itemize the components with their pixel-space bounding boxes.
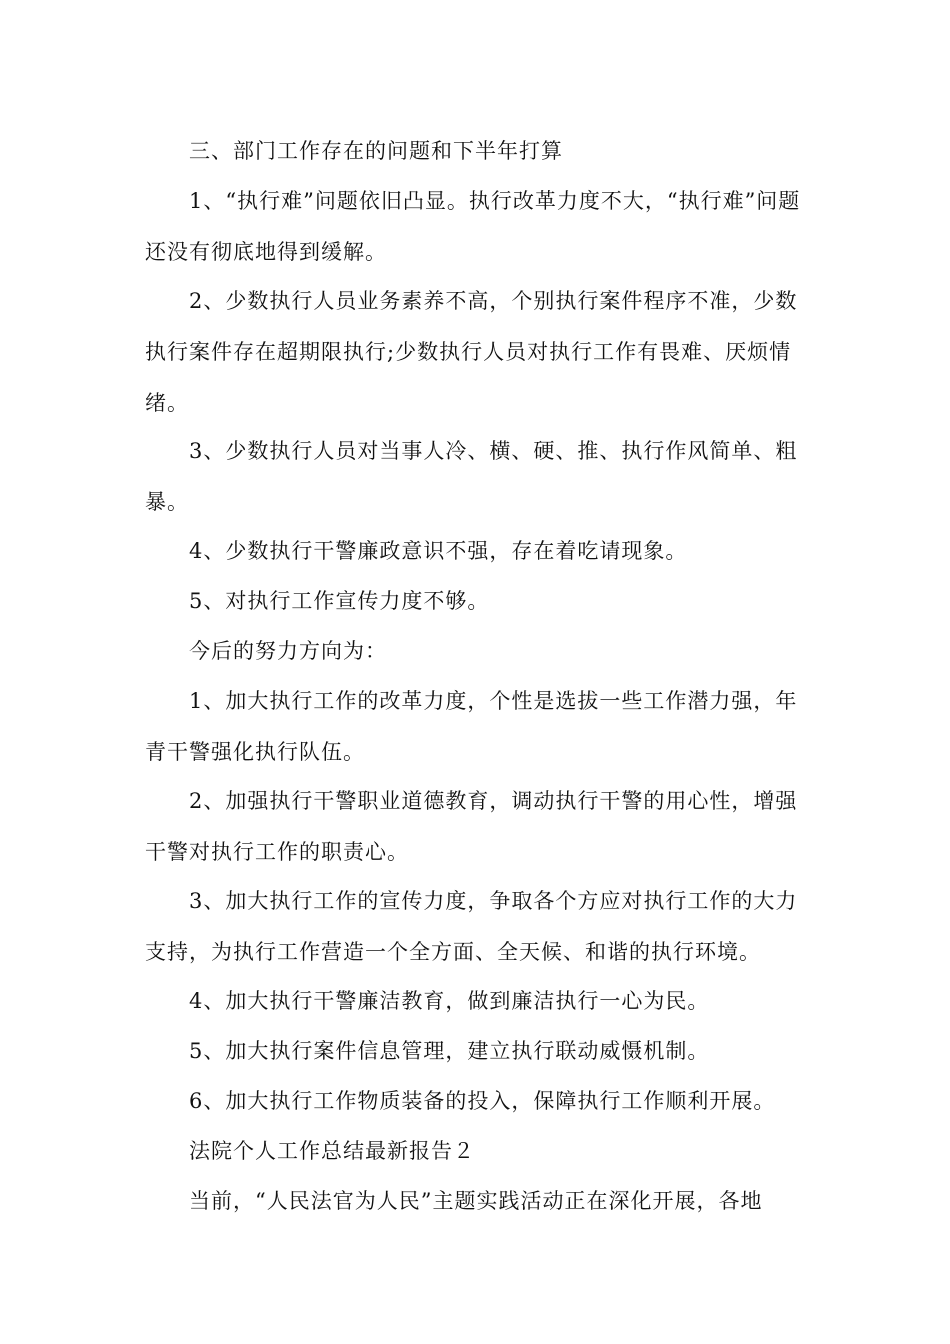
paragraph: 1、“执行难”问题依旧凸显。执行改革力度不大，“执行难”问题还没有彻底地得到缓解。 (145, 189, 801, 264)
report-heading: 法院个人工作总结最新报告２ (189, 1139, 475, 1163)
paragraph: 5、对执行工作宣传力度不够。 (189, 589, 490, 613)
paragraph: 4、少数执行干警廉政意识不强，存在着吃请现象。 (189, 539, 688, 563)
paragraph: 1、加大执行工作的改革力度，个性是选拔一些工作潜力强，年青干警强化执行队伍。 (145, 689, 798, 764)
paragraph: 2、少数执行人员业务素养不高，个别执行案件程序不准，少数执行案件存在超期限执行;少数执行人员对执行工作有畏难、厌烦情绪。 (145, 289, 798, 415)
paragraph: 3、加大执行工作的宣传力度，争取各个方应对执行工作的大力支持，为执行工作营造一个全方面、全天候、和谐的执行环境。 (145, 889, 798, 964)
paragraph: 5、加大执行案件信息管理，建立执行联动威慑机制。 (189, 1039, 710, 1063)
section-heading: 三、部门工作存在的问题和下半年打算 (189, 139, 563, 163)
paragraph: 6、加大执行工作物质装备的投入，保障执行工作顺利开展。 (189, 1089, 776, 1113)
paragraph: 4、加大执行干警廉洁教育，做到廉洁执行一心为民。 (189, 989, 710, 1013)
paragraph: 当前，“人民法官为人民”主题实践活动正在深化开展，各地 (189, 1189, 763, 1213)
paragraph: 今后的努力方向为： (189, 639, 387, 663)
paragraph: 3、少数执行人员对当事人冷、横、硬、推、执行作风简单、粗暴。 (145, 439, 798, 514)
paragraph: 2、加强执行干警职业道德教育，调动执行干警的用心性，增强干警对执行工作的职责心。 (145, 789, 798, 864)
